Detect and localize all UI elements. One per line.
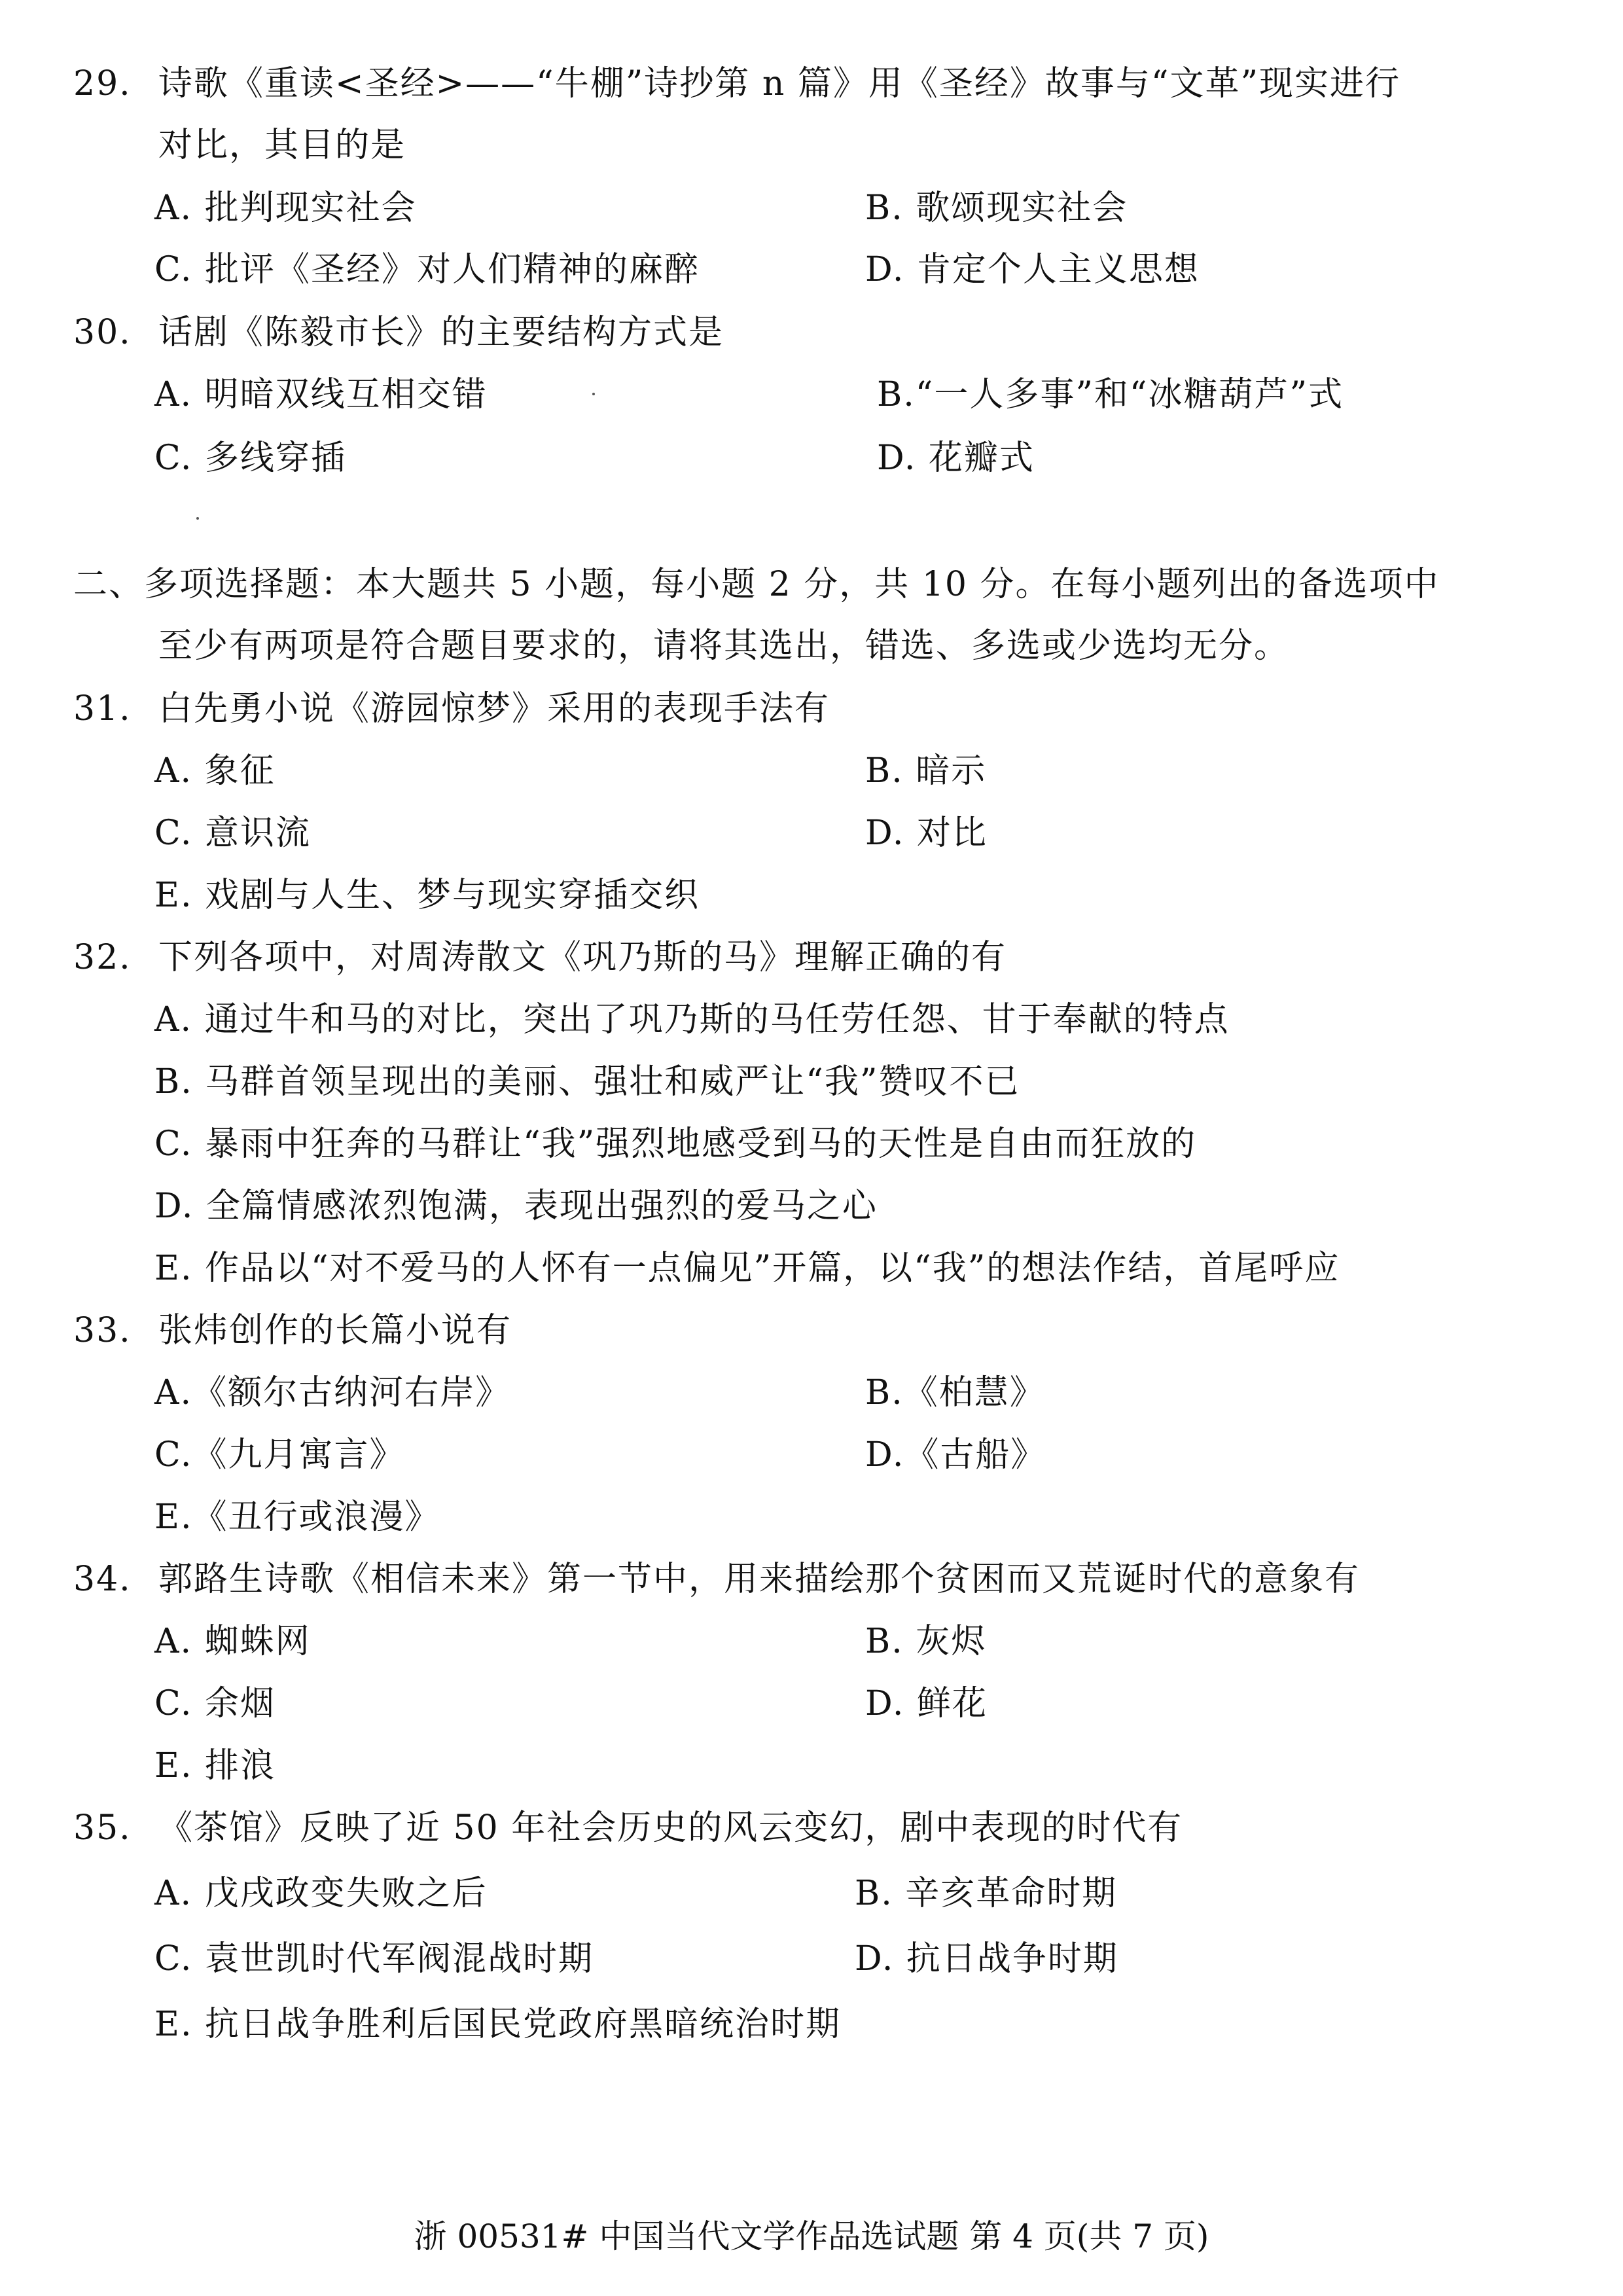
question-31-option-d: D. 对比 [865, 814, 988, 853]
question-34-option-a: A. 蜘蛛网 [154, 1622, 311, 1661]
question-33-option-b: B.《柏慧》 [865, 1373, 1045, 1412]
question-35-option-c: C. 袁世凯时代军阀混战时期 [154, 1939, 594, 1979]
question-30-option-b: B.“一人多事”和“冰糖葫芦”式 [877, 375, 1344, 414]
question-number-32: 32. [73, 938, 132, 977]
question-34-option-c: C. 余烟 [154, 1684, 276, 1723]
question-29-option-d: D. 肯定个人主义思想 [865, 250, 1200, 289]
question-32-option-e: E. 作品以“对不爱马的人怀有一点偏见”开篇，以“我”的想法作结，首尾呼应 [154, 1249, 1340, 1288]
question-29-option-b: B. 歌颂现实社会 [865, 188, 1128, 228]
question-number-34: 34. [73, 1560, 132, 1599]
question-31-option-e: E. 戏剧与人生、梦与现实穿插交织 [154, 876, 700, 915]
question-34-option-b: B. 灰烬 [865, 1622, 987, 1661]
question-31-option-b: B. 暗示 [865, 751, 987, 791]
question-34-stem: 郭路生诗歌《相信未来》第一节中，用来描绘那个贫困而又荒诞时代的意象有 [158, 1560, 1361, 1599]
question-number-29: 29. [73, 64, 132, 103]
question-29-stem-line2: 对比，其目的是 [158, 126, 406, 165]
question-30-option-c: C. 多线穿插 [154, 439, 346, 478]
scan-speck [196, 517, 199, 520]
question-32-option-d: D. 全篇情感浓烈饱满，表现出强烈的爱马之心 [154, 1187, 878, 1226]
question-number-35: 35. [73, 1808, 132, 1848]
question-30-stem: 话剧《陈毅市长》的主要结构方式是 [158, 313, 724, 352]
question-29-stem-line1: 诗歌《重读<圣经>——“牛棚”诗抄第 n 篇》用《圣经》故事与“文革”现实进行 [158, 64, 1401, 103]
question-30-option-d: D. 花瓣式 [877, 439, 1035, 478]
question-34-option-e: E. 排浪 [154, 1746, 276, 1785]
question-33-stem: 张炜创作的长篇小说有 [158, 1311, 512, 1350]
question-33-option-a: A.《额尔古纳河右岸》 [154, 1373, 511, 1412]
question-29-option-a: A. 批判现实社会 [154, 188, 417, 228]
question-number-33: 33. [73, 1311, 132, 1350]
question-31-stem: 白先勇小说《游园惊梦》采用的表现手法有 [158, 689, 830, 728]
page-footer: 浙 00531# 中国当代文学作品选试题 第 4 页(共 7 页) [414, 2217, 1209, 2255]
question-35-option-e: E. 抗日战争胜利后国民党政府黑暗统治时期 [154, 2005, 842, 2044]
question-35-option-b: B. 辛亥革命时期 [855, 1874, 1118, 1913]
question-30-option-a: A. 明暗双线互相交错 [154, 375, 488, 414]
question-35-option-d: D. 抗日战争时期 [855, 1939, 1118, 1979]
question-31-option-a: A. 象征 [154, 751, 276, 791]
section-2-instructions-line2: 至少有两项是符合题目要求的，请将其选出，错选、多选或少选均无分。 [158, 626, 1290, 666]
question-35-stem: 《茶馆》反映了近 50 年社会历史的风云变幻，剧中表现的时代有 [158, 1808, 1183, 1848]
section-2-instructions-line1: 二、多项选择题：本大题共 5 小题，每小题 2 分，共 10 分。在每小题列出的备选项中 [73, 565, 1440, 604]
question-number-30: 30. [73, 313, 132, 352]
question-35-option-a: A. 戊戌政变失败之后 [154, 1874, 488, 1913]
question-29-option-c: C. 批评《圣经》对人们精神的麻醉 [154, 250, 700, 289]
question-number-31: 31. [73, 689, 132, 728]
scan-speck [592, 393, 595, 395]
question-32-option-b: B. 马群首领呈现出的美丽、强壮和威严让“我”赞叹不已 [154, 1062, 1020, 1102]
question-33-option-c: C.《九月寓言》 [154, 1435, 405, 1475]
question-32-stem: 下列各项中，对周涛散文《巩乃斯的马》理解正确的有 [158, 938, 1007, 977]
question-33-option-e: E.《丑行或浪漫》 [154, 1498, 440, 1537]
question-32-option-c: C. 暴雨中狂奔的马群让“我”强烈地感受到马的天性是自由而狂放的 [154, 1124, 1197, 1164]
question-33-option-d: D.《古船》 [865, 1435, 1046, 1475]
question-32-option-a: A. 通过牛和马的对比，突出了巩乃斯的马任劳任怨、甘于奉献的特点 [154, 1000, 1230, 1039]
question-31-option-c: C. 意识流 [154, 814, 311, 853]
question-34-option-d: D. 鲜花 [865, 1684, 988, 1723]
